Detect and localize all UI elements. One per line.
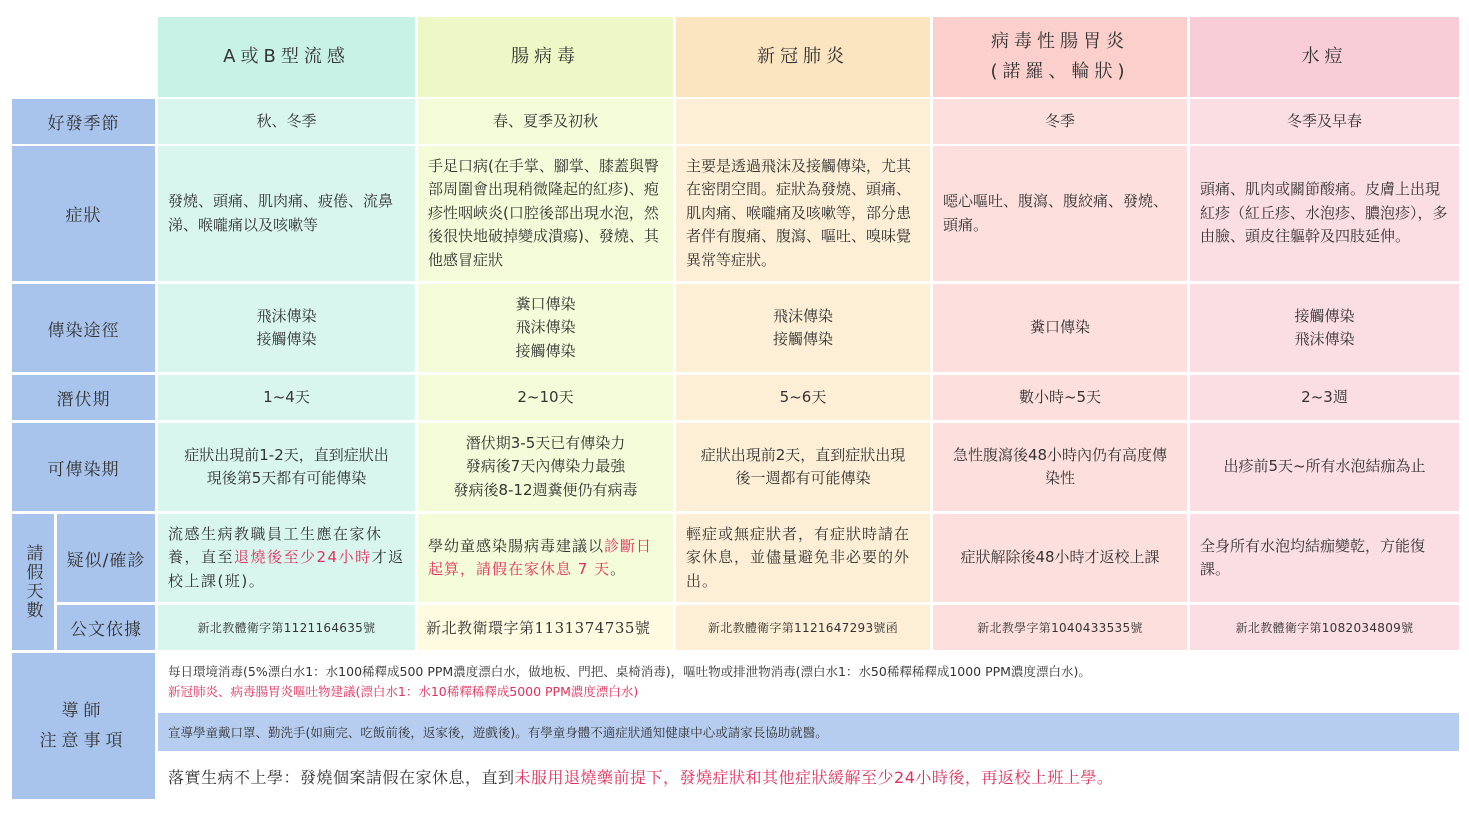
cell-text: 後一週都有可能傳染 <box>735 469 871 487</box>
column-header-sublabel: (諾羅、輪狀) <box>990 61 1130 82</box>
cell-text: 2~3週 <box>1301 387 1348 406</box>
cell-text: 症狀出現前2天，直到症狀出現 <box>700 445 906 464</box>
cell-text: 頭痛、肌肉或關節酸痛。皮膚上出現紅疹（紅丘疹、水泡疹、膿泡疹），多由臉、頭皮往軀幹及四肢延伸。 <box>1200 180 1448 246</box>
cell-text: 主要是透過飛沫及接觸傳染，尤其在密閉空間。症狀為發燒、頭痛、肌肉痛、喉嚨痛及咳嗽等，部分患者伴有腹痛、腹瀉、嘔吐、嗅味覺異常等症狀。 <box>686 156 912 269</box>
cell-text: 染性 <box>1044 469 1075 487</box>
leave-highlight: 退燒後至少24小時 <box>234 548 372 567</box>
leave-group-label <box>12 514 54 650</box>
contagious-enterovirus <box>418 423 673 511</box>
route-gastroenteritis <box>933 284 1187 372</box>
disinfect-note <box>158 653 1459 711</box>
mask-note-text: 宣導學童戴口罩、勤洗手(如廁完、吃飯前後，返家後，遊戲後)。有學童身體不適症狀通知健康中心或請家長協助就醫。 <box>168 725 828 740</box>
incubation-enterovirus <box>418 375 673 420</box>
cell-text: 飛沫傳染 <box>515 318 576 337</box>
cell-text: 飛沫傳染 <box>772 306 833 325</box>
notes-label-line1: 導師 <box>61 701 106 721</box>
column-header-label: A或B型流感 <box>223 46 350 67</box>
season-enterovirus <box>418 99 673 144</box>
doc-varicella <box>1190 605 1459 650</box>
row-label-suspect <box>57 514 155 602</box>
symptoms-gastroenteritis <box>933 146 1187 281</box>
disinfect-line: 每日環境消毒(5%漂白水1：水100稀釋成500 PPM濃度漂白水，做地板、門把、桌椅消毒)，嘔吐物或排泄物消毒(漂白水1：水50稀釋稀釋成1000 PPM濃度漂白水)。 <box>168 664 1091 679</box>
row-label-text: 傳染途徑 <box>47 320 120 341</box>
cell-text: 發燒、頭痛、肌肉痛、疲倦、流鼻涕、喉嚨痛以及咳嗽等 <box>168 192 394 234</box>
cell-text: 5~6天 <box>779 387 827 406</box>
season-flu <box>158 99 415 144</box>
row-label-document <box>57 605 155 650</box>
cell-text: 噁心嘔吐、腹瀉、腹絞痛、發燒、頭痛。 <box>943 192 1169 234</box>
cell-text: 發病後8-12週糞便仍有病毒 <box>453 480 638 499</box>
cell-text: 秋、冬季 <box>256 111 317 130</box>
cell-text: 冬季及早春 <box>1286 111 1362 130</box>
cell-text <box>418 535 673 582</box>
leave-text: 。 <box>610 560 627 578</box>
final-note-text <box>168 765 1113 788</box>
cell-text: 潛伏期3-5天已有傳染力 <box>465 433 626 452</box>
row-label-text: 可傳染期 <box>47 459 120 480</box>
cell-text: 糞口傳染 <box>1029 318 1090 337</box>
final-note-highlight: 未服用退燒藥前提下，發燒症狀和其他症狀緩解至少24小時後，再返校上班上學。 <box>514 767 1114 787</box>
doc-flu <box>158 605 415 650</box>
column-header-label: 新冠肺炎 <box>757 46 849 67</box>
cell-text: 出疹前5天~所有水泡結痂為止 <box>1223 457 1426 476</box>
contagious-gastroenteritis <box>933 423 1187 511</box>
cell-text: 冬季 <box>1044 111 1075 130</box>
cell-text: 飛沫傳染 <box>1294 330 1355 348</box>
doc-number: 新北教衛環字第1131374735號 <box>426 619 651 637</box>
leave-text: 才返校上課(班)。 <box>168 548 405 590</box>
incubation-gastroenteritis <box>933 375 1187 420</box>
cell-text: 1~4天 <box>263 387 310 406</box>
contagious-covid <box>676 423 930 511</box>
doc-number: 新北教學字第1040433535號 <box>977 621 1143 635</box>
disinfect-covid-line: 新冠肺炎、病毒腸胃炎嘔吐物建議(漂白水1：水10稀釋稀釋成5000 PPM濃度漂白水) <box>168 684 639 699</box>
incubation-varicella <box>1190 375 1459 420</box>
leave-group-text: 請假天數 <box>22 544 43 620</box>
symptoms-covid <box>676 146 930 281</box>
row-label-text: 好發季節 <box>47 114 120 134</box>
cell-text: 接觸傳染 <box>515 341 576 360</box>
leave-text: 輕症或無症狀者，有症狀時請在家休息，並儘量避免非必要的外出。 <box>686 524 911 590</box>
contagious-varicella <box>1190 423 1459 511</box>
cell-text: 接觸傳染 <box>1294 306 1355 325</box>
cell-text: 數小時~5天 <box>1018 387 1102 406</box>
symptoms-flu <box>158 146 415 281</box>
doc-number: 新北教體衛字第1121647293號函 <box>707 621 899 635</box>
incubation-covid <box>676 375 930 420</box>
column-header-covid <box>676 17 930 97</box>
route-covid <box>676 284 930 372</box>
cell-text: 急性腹瀉後48小時內仍有高度傳 <box>952 445 1168 464</box>
column-header-enterovirus <box>418 17 673 97</box>
doc-covid <box>676 605 930 650</box>
season-varicella <box>1190 99 1459 144</box>
symptoms-varicella <box>1190 146 1459 281</box>
cell-text: 2~10天 <box>517 387 574 406</box>
cell-text: 手足口病(在手掌、腳掌、膝蓋與臀部周圍會出現稍微隆起的紅疹)、疱疹性咽峽炎(口腔後部出現水泡，然後很快地破掉變成潰瘍)、發燒、其他感冒症狀 <box>428 156 659 269</box>
leave-covid <box>676 514 930 602</box>
final-note <box>158 753 1459 799</box>
cell-text: 發病後7天內傳染力最強 <box>465 457 626 476</box>
final-note-lead: 落實生病不上學：發燒個案請假在家休息，直到 <box>168 767 515 787</box>
column-header-label: 腸病毒 <box>511 46 580 67</box>
row-label-text: 症狀 <box>65 206 102 226</box>
season-covid <box>676 99 930 144</box>
leave-gastroenteritis <box>933 514 1187 602</box>
cell-text: 糞口傳染 <box>515 294 576 313</box>
symptoms-enterovirus <box>418 146 673 281</box>
season-gastroenteritis <box>933 99 1187 144</box>
cell-text: 春、夏季及初秋 <box>492 111 598 130</box>
notes-label-line2: 注意事項 <box>39 731 128 751</box>
doc-number: 新北教體衛字第1082034809號 <box>1235 621 1414 635</box>
route-flu <box>158 284 415 372</box>
mask-note-bar <box>158 713 1459 751</box>
leave-flu <box>158 514 415 602</box>
row-label-text: 公文依據 <box>70 620 142 640</box>
doc-number: 新北教體衛字第1121164635號 <box>197 621 376 635</box>
leave-varicella <box>1190 514 1459 602</box>
cell-text: 飛沫傳染 <box>256 306 317 325</box>
column-header-flu <box>158 17 415 97</box>
row-label-text: 潛伏期 <box>56 390 111 410</box>
leave-enterovirus <box>418 514 673 602</box>
doc-enterovirus <box>418 605 673 650</box>
column-header-label: 水痘 <box>1301 46 1348 67</box>
cell-text <box>158 523 415 594</box>
contagious-flu <box>158 423 415 511</box>
cell-text: 症狀出現前1-2天，直到症狀出 <box>184 445 389 464</box>
column-header-gastroenteritis <box>933 17 1187 97</box>
column-header-label: 病毒性腸胃炎 <box>991 31 1129 52</box>
route-varicella <box>1190 284 1459 372</box>
column-header-varicella <box>1190 17 1459 97</box>
doc-gastroenteritis <box>933 605 1187 650</box>
leave-text: 全身所有水泡均結痂變乾，方能復課。 <box>1200 536 1426 578</box>
leave-text: 症狀解除後48小時才返校上課 <box>960 548 1160 567</box>
incubation-flu <box>158 375 415 420</box>
row-label-symptoms <box>12 146 155 281</box>
row-label-season <box>12 99 155 144</box>
row-label-text: 疑似/確診 <box>66 550 146 571</box>
leave-text: 學幼童感染腸病毒建議以 <box>428 536 605 555</box>
cell-text: 接觸傳染 <box>256 330 317 348</box>
row-label-contagious <box>12 423 155 511</box>
cell-text: 現後第5天都有可能傳染 <box>206 469 367 487</box>
row-label-incubation <box>12 375 155 420</box>
row-label-route <box>12 284 155 372</box>
notes-label <box>12 653 155 799</box>
cell-text: 接觸傳染 <box>772 330 833 348</box>
route-enterovirus <box>418 284 673 372</box>
leave-highlight: 診斷日起算，請假在家休息 7 天 <box>428 536 653 578</box>
leave-text: 流感生病教職員工生應在家休養，直至 <box>168 524 383 567</box>
